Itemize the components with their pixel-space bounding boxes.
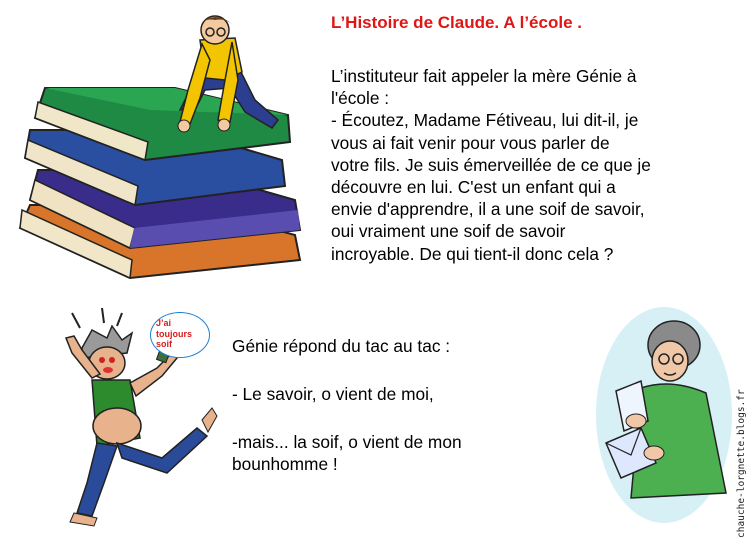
speech-bubble-text	[156, 318, 204, 350]
reply-line-soif: -mais... la soif, o vient de mon	[232, 432, 462, 452]
bubble-line: J’ai	[156, 318, 172, 328]
blog-watermark	[736, 388, 750, 538]
story-line: votre fils. Je suis émerveillée de ce que je	[331, 154, 651, 175]
story-line: envie d'apprendre, il a une soif de savoir,	[331, 199, 645, 220]
reply-line-savoir: - Le savoir, o vient de moi,	[232, 384, 434, 404]
story-line: - Écoutez, Madame Fétiveau, lui dit-il, je	[331, 110, 639, 131]
watermark-text: chauche-lorgnette.blogs.fr	[736, 389, 747, 538]
bubble-line: toujours	[156, 328, 192, 339]
story-line: découvre en lui. C'est un enfant qui a	[331, 177, 616, 198]
story-line: L’instituteur fait appeler la mère Génie à	[331, 66, 637, 86]
books-stack-illustration	[10, 10, 310, 285]
story-line: oui vraiment une soif de savoir	[331, 221, 566, 242]
story-title: L’Histoire de Claude. A l’école .	[331, 13, 582, 32]
story-paragraph	[331, 65, 731, 265]
bubble-line: soif	[156, 339, 173, 349]
story-line: incroyable. De qui tient-il donc cela ?	[331, 243, 614, 264]
reply-line-bounhomme: bounhomme !	[232, 454, 338, 474]
story-line: vous ai fait venir pour vous parler de	[331, 132, 610, 153]
story-line: l'école :	[331, 88, 390, 109]
reply-intro: Génie répond du tac au tac :	[232, 336, 451, 356]
reply-block	[232, 335, 462, 475]
woman-reading-illustration	[586, 303, 736, 528]
